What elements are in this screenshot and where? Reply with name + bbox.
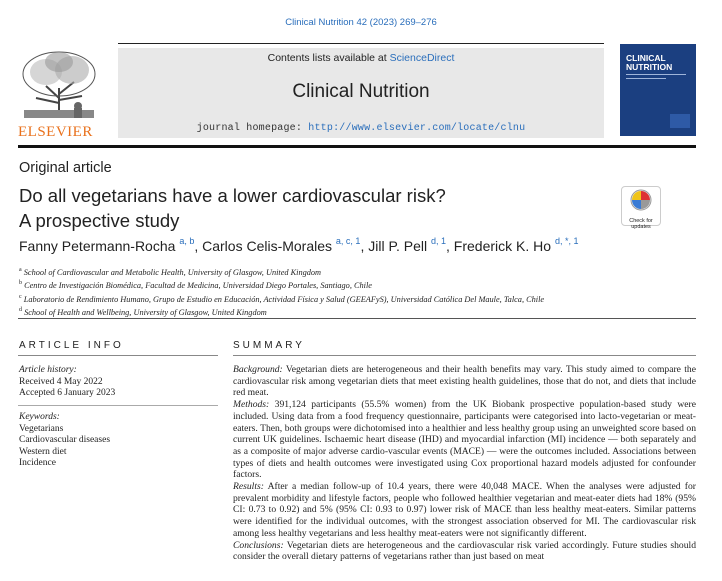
author-affiliation-marker[interactable]: d, *, 1 <box>554 236 579 246</box>
affiliation-text: Centro de Investigación Biomédica, Facultad de Medicina, Universidad Diego Portales, Santiago, Chile <box>24 281 372 291</box>
homepage-url-link[interactable]: http://www.elsevier.com/locate/clnu <box>308 123 526 134</box>
cover-title-line-2: NUTRITION <box>626 62 673 72</box>
received-date: Received 4 May 2022 <box>19 376 103 387</box>
background-label: Background: <box>233 364 283 375</box>
author-separator: , <box>360 238 369 254</box>
affiliation-item <box>19 278 544 291</box>
summary-text <box>233 364 696 563</box>
affiliation-key: b <box>19 280 22 287</box>
affiliation-key: d <box>19 306 22 313</box>
affiliation-item <box>19 292 544 305</box>
author-name[interactable]: Frederick K. Ho <box>453 238 552 254</box>
homepage-prefix: journal homepage: <box>196 123 309 134</box>
article-history-label: Article history: <box>19 365 77 375</box>
journal-masthead <box>118 48 604 138</box>
author-affiliation-marker[interactable]: a, b <box>179 236 195 246</box>
check-for-updates-badge[interactable] <box>621 186 661 230</box>
crossmark-icon <box>622 187 660 213</box>
article-info-rule <box>18 355 218 356</box>
author-affiliation-marker[interactable]: a, c, 1 <box>335 236 361 246</box>
results-label: Results: <box>233 481 264 493</box>
affiliation-item <box>19 305 544 318</box>
author-name[interactable]: Fanny Petermann-Rocha <box>19 238 176 254</box>
header-top-rule <box>118 43 604 44</box>
sciencedirect-link[interactable]: ScienceDirect <box>389 52 455 64</box>
methods-text: 391,124 participants (55.5% women) from the UK Biobank prospective population-based study were included. Using data from a food frequency questionnaire, participants were categorised into lacto-vegetarian or meat-eaters. Then, both groups were dichotomised into a healthier and less healthy group using an unweighted score based on current UK guidelines. Ischaemic heart disease (IHD) and myocardial infarction (MI) incidence — both separately and as a composite of major adverse cardio-vascular events (MACE) — were the outcomes included. Associations between types of diets and health outcomes were investigated using Cox proportional hazard models adjusted for confounder factors. <box>233 399 696 481</box>
keyword-item[interactable]: Western diet <box>19 446 67 457</box>
elsevier-wordmark[interactable]: ELSEVIER <box>18 124 93 140</box>
summary-rule <box>233 355 696 356</box>
affiliation-item <box>19 265 544 278</box>
article-title <box>19 183 446 233</box>
affiliation-key: a <box>19 267 22 273</box>
summary-background <box>233 364 696 399</box>
conclusions-label: Conclusions: <box>233 539 284 551</box>
author-affiliation-marker[interactable]: d, 1 <box>431 236 447 246</box>
affiliation-text: School of Health and Wellbeing, University of Glasgow, United Kingdom <box>24 307 267 317</box>
author-name[interactable]: Jill P. Pell <box>368 238 428 254</box>
title-line-2: A prospective study <box>19 210 180 231</box>
title-line-1: Do all vegetarians have a lower cardiovascular risk? <box>19 185 446 206</box>
contents-line <box>118 52 604 64</box>
affiliation-text: School of Cardiovascular and Metabolic Health, University of Glasgow, United Kingdom <box>23 267 322 277</box>
contents-prefix: Contents lists available at <box>267 52 390 64</box>
journal-homepage <box>118 123 604 134</box>
accepted-date: Accepted 6 January 2023 <box>19 388 116 398</box>
journal-title: Clinical Nutrition <box>292 81 430 102</box>
article-info-heading: ARTICLE INFO <box>19 340 124 351</box>
keyword-item[interactable]: Incidence <box>19 458 56 468</box>
author-separator: , <box>194 238 203 254</box>
author-list <box>19 238 578 254</box>
summary-methods <box>233 399 696 481</box>
cover-title <box>626 54 672 72</box>
affiliation-list <box>19 265 544 318</box>
section-divider <box>18 318 696 319</box>
crossmark-label: Check for updates <box>629 218 653 230</box>
keyword-item[interactable]: Cardiovascular diseases <box>19 435 111 445</box>
background-text: Vegetarian diets are heterogeneous and their health benefits may vary. This study aimed to compare the cardiovascular risk among vegetarian diets that meet existing health guidelines, those that do not, and diets that include red meat. <box>233 364 696 399</box>
author-separator: , <box>446 238 454 254</box>
affiliation-key: c <box>19 293 22 300</box>
conclusions-text: Vegetarian diets are heterogeneous and the cardiovascular risk varied accordingly. Future studies should consider the overall dietary patterns of vegetarians rather than just based on meat <box>233 539 696 563</box>
keywords-block <box>19 412 110 470</box>
summary-heading: SUMMARY <box>233 340 305 351</box>
journal-cover-thumbnail[interactable] <box>620 44 696 136</box>
header-bottom-rule <box>18 145 696 148</box>
article-info-subrule <box>18 405 218 406</box>
summary-results <box>233 481 696 540</box>
author-name[interactable]: Carlos Celis-Morales <box>202 238 333 254</box>
methods-label: Methods: <box>233 399 270 411</box>
results-text: After a median follow-up of 10.4 years, there were 40,048 MACE. When the analyses were adjusted for prevalent morbidity and lifestyle factors, people who followed healthier vegetarian and meat-eater diets had 18% (95% CI: 0.73 to 0.92) and 5% (95% CI: 0.93 to 0.97) lower risk of MACE than less healthy meat-eaters. Similar patterns were identified for the individual outcomes, with the strongest association observed for MI. The cardiovascular risk among less healthy vegetarians and less healthy meat-eaters were not significantly different. <box>233 481 696 539</box>
article-history <box>19 365 115 400</box>
cover-title-line-1: CLINICAL <box>626 53 666 63</box>
article-type: Original article <box>19 160 112 176</box>
keyword-item[interactable]: Vegetarians <box>19 423 64 434</box>
journal-reference-link[interactable]: Clinical Nutrition 42 (2023) 269–276 <box>285 17 437 28</box>
keywords-label: Keywords: <box>19 412 60 422</box>
summary-conclusions <box>233 540 696 563</box>
affiliation-text: Laboratorio de Rendimiento Humano, Grupo de Estudio en Educación, Actividad Física y Salud (GEEAFyS), Universidad Católica Del Maule, Talca, Chile <box>23 294 545 304</box>
